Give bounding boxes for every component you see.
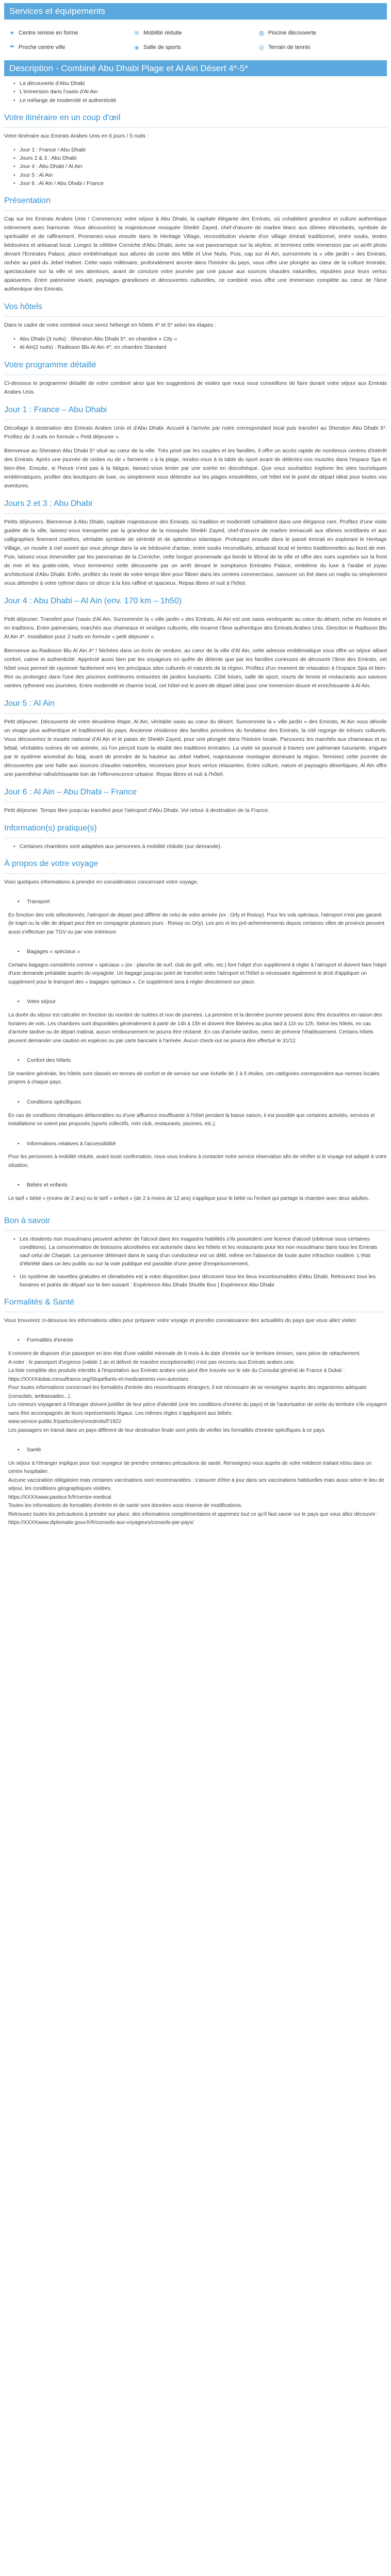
divider [4,513,387,514]
service-label: Terrain de tennis [268,44,311,50]
tennis-icon: ◎ [258,44,265,52]
day-heading: Jour 1 : France – Abu Dhabi [4,405,107,414]
day-heading: Jour 6 : Al Ain – Abu Dhabi – France [4,787,137,796]
day-text: Petit déjeuner. Transfert pour l'oasis d'Al Ain. Surnommée la « ville jardin » des Emirats, Al Ain est une oasis verdoyante au cœur du désert, riche en histoire et en traditions. Entre palmeraies, marchés aux chameaux et vestiges culturels, elle incarne l'âme authentique des Emirats Arabes Unis. Direction le Radisson Blu Al Ain 4*. Installation pour 2 nuits en formule « petit déjeuner ». [4,616,387,640]
programme-heading: Votre programme détaillé [4,360,96,369]
description-bullets [4,79,387,105]
about-item-label: • Bébés et enfants [4,1181,387,1190]
list-item: • Le mélange de modernité et authenticité [15,96,387,105]
about-item-body: Le tarif « bébé » (moins de 2 ans) ou le tarif « enfant » (de 2 à moins de 12 ans) s'applique pour le bébé ou l'enfant qui partage la chambre avec deux adultes. [8,1196,369,1202]
divider [4,713,387,714]
presentation-text: Cap sur les Emirats Arabes Unis ! Commencez votre séjour à Abu Dhabi, la capitale élégante des Emirats, où cohabitent grandeur et culture authentique intimement avec harmonie. Vous découvrirez la majestueuse mosquée Sheikh Zayed, chef-d'œuvre de marbre blanc aux dômes étincelants, symbole de spiritualité et de raffinement. Promenez-vous ensuite dans le Heritage Village, reconstitution vivante d'un village émirati traditionnel, entre souks, tentes bédouines et artisanat local. Longez la célèbre Corniche d'Abu Dhabi, avec sa vue panoramique sur la skyline, et terminez cette immersion par un arrêt photo devant l'Emirates Palace, place emblématique aux allures de conte des Mille et Une Nuits. Puis, cap sur Al Ain, surnommée la « ville jardin » des Emirats, nichée au pied du Jebel Hafeet. Cette oasis millénaire, profondément ancrée dans l'histoire du pays, vous offre une plongée au cœur de la culture émiratie, spectaculaire sur la ville et ses alentours, avant de conclure votre journée par une pause aux sources chaudes naturelles, réputées pour leurs vertus apaisantes. Entre patrimoine vivant, paysages grandioses et découvertes culturelles, ce combiné vous offre une immersion complète au cœur de l'âme authentique des Emirats. [4,216,387,293]
about-item-body: En fonction des vols sélectionnés, l'aéroport de départ peut différer de celui de votre arrivée (ex : Orly et Roissy). Pour les vols spéciaux, l'aéroport n'est pas garanti (le trajet ou la ville de départ peut être en compagnie plusieurs jours : Roissy ou Orly). Les prix et les pré-acheminements depuis certaines villes de province peuvent aussi s'effectuer par TGV ou par voie intérieure. [8,912,385,935]
day-text: Bienvenue au Sheraton Abu Dhabi 5* situé au cœur de la ville. Très prisé par les couples et les familles, il offre un accès rapide de nombreux centres d'intérêt des Emirats. Après une journée de visites ou de « farniente » à la plage, rendez-vous à la table du sport avant de déléctez-vos muscles dans l'espace Spa et bien-être. Ensuite, si l'heure n'est pas à la fatigue, laissez-vous tenter par une soirée en discothèque. Que vous souhaitiez explorer les sites touristiques emblématiques, profiter des boutiques de luxe, ou simplement vous détendre sur les plages ensoleillées, cet hôtel est le point de départ idéal pour toutes vos aventures. [4,447,387,489]
services-title: Services et équipements [4,3,387,20]
programme-intro: Ci-dessous le programme détaillé de votre combiné ainsi que les suggestions de visites que nous vous conseillons de faire durant votre séjour aux Emirats Arabes Unis. [4,380,387,395]
good-heading: Bon à savoir [4,1216,50,1225]
list-item: • Jours 2 & 3 : Abu Dhabi [15,154,387,162]
day-text: Bienvenue au Radisson Blu Al Ain 4* ! Nichées dans un écrin de verdure, au cœur de la ville d'Al Ain, cette adresse emblématique vous offre un séjour alliant confort, calme et authenticité. Apprécié aussi bien par les voyageurs en quête de détente que par les familles curieuses de découvrir l'âme des Emirats, cet hôtel vous permet de rayonner facilement vers les principaux sites culturels et naturels de la région. Profitez d'un moment de relaxation à l'espace Spa et bien-être ou prolongez dans l'une des piscines extérieures entourées de jardins luxuriants. Côté loisirs, salle de sport, courts de tennis et restaurants aux saveurs variées rythment vos journées. Entre modernité et charme local, cet hôtel est le point de départ idéal pour une immersion douce et enrichissante à Al Ain. [4,647,387,689]
practical-list [4,842,387,851]
day-heading: Jour 4 : Abu Dhabi – Al Ain (env. 170 km – 1h50) [4,596,182,605]
service-item [8,29,133,38]
divider [4,316,387,317]
health-item-body: Un séjour à l'étranger implique pour tout voyageur de prendre certaines précautions de santé. Renseignez-vous auprès de votre médecin traitant et/ou dans un centre hospitalier. Aucune vaccination obligatoire mais certaines vaccinations sont recommandées : s'assurer d'être à jour dans ses vaccinations habituelles mais aussi selon le lieu de séjour, les conditions géographiques visitées. https://XXXXwww.pasteur.fr/fr/centre-medical Toutes les informations de formalités d'entrée et de santé sont données sous réserve de modifications. Retrouvez toutes les précautions à prendre sur place, des informations complémentaires et apprenez tout ce qu'il faut savoir sur le pays que vous allez découvrir : https://XXXXwww.diplomatie.gouv.fr/fr/conseils-aux-voyageurs/conseils-par-pays/ [8,1460,384,1526]
service-item [133,43,258,52]
day-heading: Jours 2 et 3 : Abu Dhabi [4,499,92,508]
summary-intro: Votre itinéraire aux Emirats Arabes Unis en 6 jours / 5 nuits : [4,132,149,139]
about-item-label: • Votre séjour [4,998,387,1006]
service-label: Centre remise en forme [19,29,78,36]
divider [4,210,387,211]
health-heading: Formalités & Santé [4,1298,75,1307]
list-item: • La découverte d'Abu Dhabi [15,79,387,88]
about-item-body: Pour les personnes à mobilité réduite, avant toute confirmation, nous vous invitons à contacter notre service réservation afin de vérifier si le voyage est adapté à votre situation. [8,1154,387,1168]
day-text: Petits déjeuners. Bienvenue à Abu Dhabi, capitale majestueuse des Emirats, où tradition et modernité cohabitent dans une élégance rare. Profitez d'une visite guidée de la ville, laissez-vous transporter par la grandeur de la mosquée Sheikh Zayed, chef-d'œuvre de marbre immaculé aux dômes scintillants et aux calligraphies finement ciselées, véritable symbole de sérénité et de splendeur islamique. Prolongez ensuite dans le passé émirati en explorant le Heritage Village, un musée à ciel ouvert qui vous plonge dans la vie bédouine d'antan, entre souks reconstitués, artisanat local et tentes traditionnelles au bord de mer. Puis, laissez-vous émerveiller par les panoramas de la Corniche, cette longue promenade qui borde le littoral de la ville et offre des vues superbes sur la front de mer et les gratte-ciels. Vous terminerez cette découverte par un arrêt devant le somptueux Emirates Palace, emblème du luxe à l'arabe et joyau architectural d'Abu Dhabi. Enfin, profitez du reste de votre temps libre pour flâner dans les centres commerciaux, savourer un thé dans un majlis ou simplement vous détendre à votre rythme dans ce décor à la fois raffiné et spacieux. Repas libres et nuit à l'hôtel. [4,518,387,586]
description-title: Description - Combiné Abu Dhabi Plage et Al Ain Désert 4*-5* [4,60,387,77]
hotels-intro: Dans le cadre de votre combiné vous serez hébergé en hôtels 4* et 5* selon les étapes : [4,322,216,329]
service-label: Mobilité réduite [143,29,182,36]
about-item-label: • Transport [4,898,387,906]
summary-days [4,146,387,188]
divider [4,419,387,420]
divider [4,127,387,128]
health-item-label: • Santé [4,1446,387,1454]
about-item-body: En cas de conditions climatiques défavorables ou d'une affluence insuffisante à l'hôtel pendant la basse saison, il est possible que certaines activités, services et installations ne soient pas proposés (sports collectifs, mini club, restaurants, piscines, etc.). [8,1112,375,1127]
list-item: • Jour 1 : France / Abu Dhabi [15,146,387,154]
health-intro: Vous trouverez ci-dessous les informations utiles pour préparer votre voyage et prendre connaissance des actualités du pays que vous allez visiter. [4,1317,357,1324]
about-item-label: • Informations relatives à l'accessibilité [4,1140,387,1148]
services-grid [4,27,387,60]
heart-icon: ♥ [10,29,14,37]
divider [4,873,387,874]
list-item: • Un système de navettes gratuites et climatisées est à votre disposition pour découvrir tous les lieux incontournables d'Abu Dhabi. Retrouvez tous les horaires et points de départ sur le lien suivant : Expérience Abu Dhabi Shuttle Bus | Expérience Abu Dhabi [15,1273,387,1290]
about-item-label: • Confort des hôtels [4,1057,387,1065]
list-item: • Abu Dhabi (3 nuits) : Sheraton Abu Dhabi 5*, en chambre « City » [15,335,387,343]
about-heading: À propos de votre voyage [4,859,99,868]
list-item: • Les résidents non musulmans peuvent acheter de l'alcool dans les magasins habilités s'ils possèdent une licence d'alcool (obtenue sous certaines conditions). La consommation de boissons alcoolisées est autorisée dans les hôtels et les restaurants pour les non musulmans dans tous les Emirats sauf celui de Charjah. La personne détenant dans le sang d'un conducteur est un délit, même en l'absence de toute autre infraction routière. L'état d'ébriété dans un lieu public ou sur la voie publique est passible d'une peine d'emprisonnement. [15,1235,387,1268]
about-item-body: Certains bagages considérés comme « spéciaux » (ex : planche de surf, club de golf, vélo, etc.) font l'objet d'un supplément à régler à l'aéroport et doivent faire l'objet d'une demande préalable auprès du voyagiste. Un bagage jusqu'au point de transfert entre l'aéroport et l'hôtel si nécessaire également le droit d'appliquer un supplément pour le transport des « bagages spéciaux ». Ce supplément sera à régler directement sur place. [8,962,387,985]
hotels-heading: Vos hôtels [4,302,42,312]
about-item-label: • Bagages « spéciaux » [4,948,387,956]
sport-icon: ◈ [134,44,139,52]
summary-heading: Votre itinéraire en un coup d'œil [4,113,121,122]
about-item-body: La durée du séjour est calculée en fonction du nombre de nuitées et non de journées. La première et la dernière journée peuvent donc être écourtées en raison des horaires de vols. Les chambres sont disponibles généralement à partir de 14h à 15h et doivent être libérées au plus tard à 11h ou 12h. Selon les hôtels, en cas d'arrivée tardive ou de départ matinal, aucun remboursement ne pourra être réclamé. En cas d'arrivée tardive, merci de prévenir l'établissement. Certains hôtels peuvent demander une caution en espèces ou par carte bancaire à l'arrivée. Aucun check-out ne pourra être effectué le 31/12. [8,1012,382,1044]
list-item: • Jour 6 : Al Ain / Abu Dhabi / France [15,179,387,188]
pool-icon: ◍ [258,29,265,37]
day-text: Petit déjeuner. Temps libre jusqu'au transfert pour l'aéroport d'Abu Dhabi. Vol retour à destination de la France. [4,807,270,814]
service-item [258,29,383,38]
day-text: Petit déjeuner. Découverte de votre deuxième étape, Al Ain, véritable oasis au cœur du désert. Surnommée la « ville jardin » des Emirats, Al Ain vous dévoile un visage plus authentique et traditionnel du pays. Ancienne résidence des familles princières du fondateur des Emirats, la cité regorge de trésors culturels. Vous découvrirez le musée national d'Al Ain et le palais de Sheikh Zayed, pour une plongée dans l'histoire locale. Parcourez les marchés aux chameaux et au bétail, véritables scènes de vie animée, où l'on perçoit toute la vitalité des traditions émiraties. La visite se poursuit à travers une palmeraie luxuriante, irriguée par le système ancestral du falaj, avant de prendre de la hauteur au Jebel Hafeet, majestueuse montagne dominant la région. Terminez cette journée de découvertes par une halte aux sources chaudes naturelles, reconnues pour leurs vertus relaxantes. Entre culture, nature et paysages désertiques, Al Ain offre une parenthèse rafraîchissante loin de l'effervescence urbaine. Repas libres et nuit à l'hôtel. [4,718,387,777]
presentation-heading: Présentation [4,196,51,206]
service-label: Piscine découverte [268,29,316,36]
list-item: • L'immersion dans l'oasis d'Al Ain [15,88,387,96]
day-text: Décollage à destination des Emirats Arabes Unis et d'Abu Dhabi. Accueil à l'arrivée par notre correspondant local puis transfert au Sheraton Abu Dhabi 5*. Profitez de 3 nuits en formule « Petit déjeuner ». [4,425,387,440]
day-heading: Jour 5 : Al Ain [4,699,55,708]
service-label: Proche centre ville [19,44,66,50]
beach-icon: ☂ [9,44,15,52]
hotels-list [4,335,387,352]
list-item: • Jour 5 : Al Ain [15,171,387,179]
list-item: • Jour 4 : Abu Dhabi / Al Ain [15,162,387,171]
about-intro: Voici quelques informations à prendre en considération concernant votre voyage. [4,878,199,885]
wifi-icon: ≋ [134,29,140,37]
practical-heading: Information(s) pratique(s) [4,823,97,833]
service-item [133,29,258,38]
service-item [258,43,383,52]
list-item: • Certaines chambres sont adaptées aux personnes à mobilité réduite (sur demande). [15,842,387,851]
health-item-label: • Formalités d'entrée [4,1336,387,1345]
about-item-label: • Conditions spécifiques [4,1098,387,1107]
about-item-body: De manière générale, les hôtels sont classés en termes de confort et de service sur une échelle de 2 à 5 étoiles, ces catégories correspondent aux normes locales propres à chaque pays. [8,1071,380,1086]
service-item [8,43,133,52]
service-label: Salle de sports [143,44,181,50]
divider [4,1230,387,1231]
list-item: • Al Ain(2 nuits) : Radisson Blu Al Ain 4*, en chambre Standard [15,343,387,351]
health-item-body: Il convient de disposer d'un passeport en bon état d'une validité minimale de 6 mois à la date d'entrée sur le territoire émirien, sans pièce de rattachement. A noter : le passeport d'urgence (valide 1 an et délivré de manière exceptionnelle) n'est pas reconnu aux Emirats arabes unis. La liste complète des produits interdits à l'importation aux Emirats arabes unis peut être trouvée sur le site du Consulat général de France à Dubaï : https://XXXXdubai.consulfrance.org/Stupefiants-et-medicaments-non-autorises Pour toutes informations concernant les formalités d'entrée des ressortissants étrangers, il est nécessaire de se renseigner auprès des organismes adéquats (consulats, ambassades...). Les mineurs voyageant à l'étranger doivent justifier de leur pièce d'identité (voir les conditions d'entrée du pays) et de l'autorisation de sortie du territoire s'ils voyagent sans être accompagnés de leurs représentants légaux. Les mêmes règles s'appliquent aux bébés. www.service-public.fr/particuliers/vosdroits/F1922 Les passagers en transit dans un pays différent de leur destination finale sont priés de vérifier les formalités d'entrée spécifiques à ce pays. [8,1351,387,1433]
good-list [4,1235,387,1290]
